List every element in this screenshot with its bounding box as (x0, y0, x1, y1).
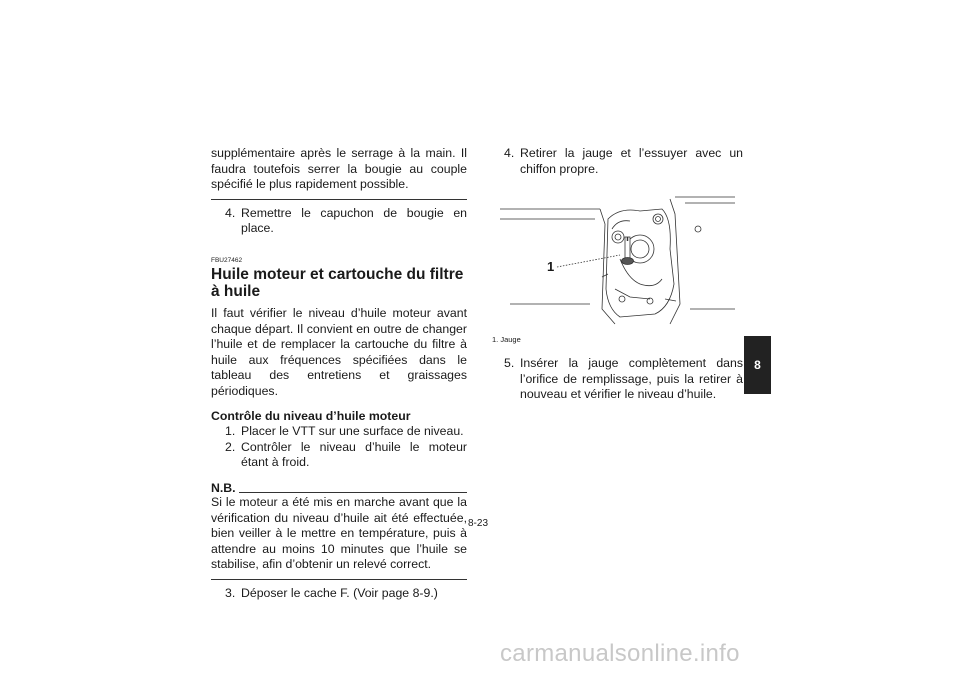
separator-rule (211, 199, 467, 200)
engine-dipstick-illustration (490, 189, 743, 332)
step-number: 4. (225, 205, 236, 220)
note-header (211, 481, 467, 495)
step-number: 5. (504, 356, 515, 371)
subheading: Contrôle du niveau d’huile moteur (211, 408, 411, 423)
step-number: 2. (225, 439, 236, 454)
step-text: Contrôler le niveau d’huile le moteur étant à froid. (241, 439, 467, 470)
separator-rule (211, 579, 467, 580)
chapter-tab: 8 (744, 336, 771, 394)
step-text: Placer le VTT sur une surface de niveau. (241, 424, 464, 439)
step-item (211, 440, 467, 471)
section-body: Il faut vérifier le niveau d’huile moteur avant chaque départ. Il convient en outre de changer l’huile et de remplacer la cartouche du filtre à huile aux fréquences spécifiées dans le tableau des entretiens et graissages périodiques. (211, 305, 467, 398)
page-number: 8-23 (468, 518, 489, 529)
left-column (211, 146, 467, 601)
figure-callout: 1 (547, 259, 555, 275)
step-item (211, 586, 467, 602)
section-code: FBU27462 (211, 256, 243, 264)
step-item (211, 206, 467, 237)
note-rule (239, 492, 467, 493)
section-title: Huile moteur et cartouche du filtre à huile (211, 265, 464, 300)
step-text: Retirer la jauge et l’essuyer avec un chiffon propre. (520, 146, 743, 176)
right-column (490, 146, 743, 403)
step-text: Déposer le cache F. (Voir page 8-9.) (241, 585, 438, 600)
watermark: carmanualsonline.info (500, 640, 740, 667)
note-text: Si le moteur a été mis en marche avant que la vérification du niveau d’huile ait été effectuée, bien veiller à le mettre en température, puis à attendre au moins 10 minutes que l’huile se stabilise, afin d’obtenir un relevé correct. (211, 494, 467, 572)
step-item (490, 146, 743, 177)
step-text: Insérer la jauge complètement dans l’orifice de remplissage, puis la retirer à nouveau et vérifier le niveau d’huile. (520, 356, 743, 402)
figure-caption: 1. Jauge (492, 335, 521, 345)
step-number: 1. (225, 424, 236, 439)
step-number: 4. (504, 146, 515, 160)
note-label: N.B. (211, 480, 236, 495)
step-item (211, 424, 467, 440)
step-number: 3. (225, 585, 236, 600)
intro-paragraph: supplémentaire après le serrage à la main. Il faudra toutefois serrer la bougie au couple spécifié le plus rapidement possible. (211, 146, 467, 192)
step-item (490, 356, 743, 403)
step-text: Remettre le capuchon de bougie en place. (241, 205, 467, 236)
